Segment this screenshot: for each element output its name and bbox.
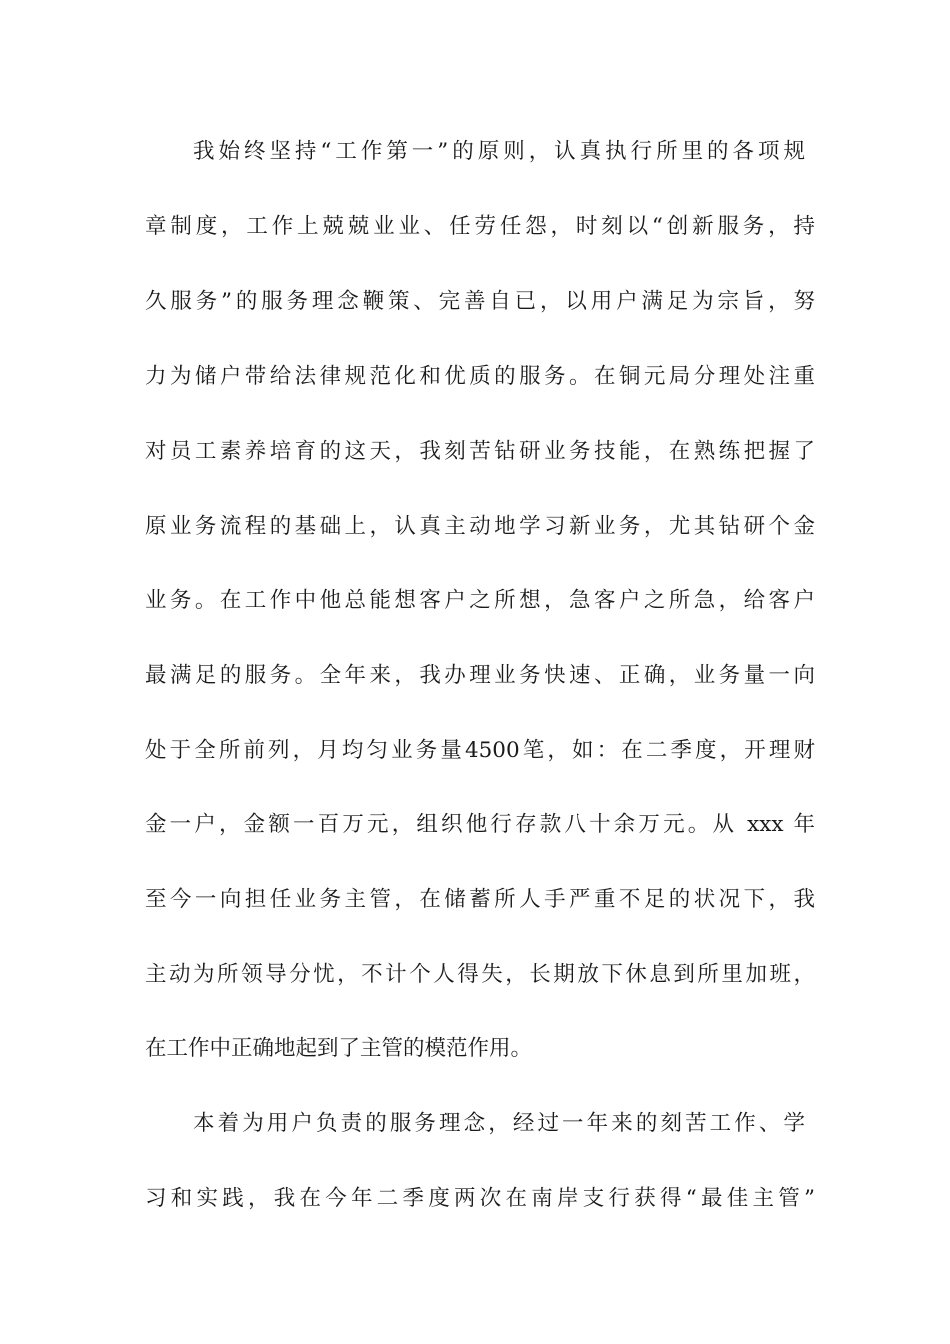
paragraph-line: 业务。在工作中他总能想客户之所想，急客户之所急，给客户 xyxy=(145,588,815,613)
paragraph-line: 章制度，工作上兢兢业业、任劳任怨，时刻以“创新服务，持 xyxy=(145,214,815,239)
paragraph-line: 久服务”的服务理念鞭策、完善自已，以用户满足为宗旨，努 xyxy=(145,289,815,314)
paragraph-line: 力为储户带给法律规范化和优质的服务。在铜元局分理处注重 xyxy=(145,364,815,389)
paragraph-line: 处于全所前列，月均匀业务量4500笔，如：在二季度，开理财 xyxy=(145,738,815,763)
paragraph-line: 本着为用户负责的服务理念，经过一年来的刻苦工作、学 xyxy=(193,1111,805,1136)
paragraph-line: 金一户，金额一百万元，组织他行存款八十余万元。从 xxx 年 xyxy=(145,812,815,837)
paragraph-line: 原业务流程的基础上，认真主动地学习新业务，尤其钻研个金 xyxy=(145,514,815,539)
paragraph-line: 在工作中正确地起到了主管的模范作用。 xyxy=(145,1036,533,1061)
paragraph-line: 主动为所领导分忧，不计个人得失，长期放下休息到所里加班， xyxy=(145,962,815,987)
paragraph-line: 最满足的服务。全年来，我办理业务快速、正确，业务量一向 xyxy=(145,663,815,688)
paragraph-line: 至今一向担任业务主管，在储蓄所人手严重不足的状况下，我 xyxy=(145,887,815,912)
paragraph-line: 我始终坚持“工作第一”的原则，认真执行所里的各项规 xyxy=(193,139,805,164)
paragraph-line: 对员工素养培育的这天，我刻苦钻研业务技能，在熟练把握了 xyxy=(145,439,815,464)
paragraph-line: 习和实践，我在今年二季度两次在南岸支行获得“最佳主管” xyxy=(145,1186,815,1211)
